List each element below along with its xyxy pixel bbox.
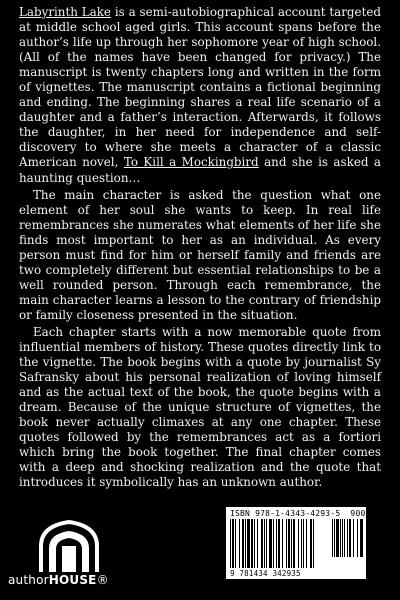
barcode-bar	[245, 519, 246, 568]
barcode-bar	[232, 519, 234, 568]
barcode-bars	[230, 519, 362, 568]
barcode-bar	[313, 519, 314, 568]
barcode-bar	[276, 519, 277, 568]
barcode-bar	[286, 519, 287, 568]
book-title: Labyrinth Lake	[19, 5, 111, 19]
barcode-bar	[303, 519, 304, 568]
addon-bar	[349, 519, 351, 557]
novel-title: To Kill a Mockingbird	[123, 155, 259, 170]
addon-bar	[334, 519, 335, 557]
barcode-bar	[251, 519, 253, 568]
addon-bar	[340, 519, 341, 557]
barcode-bar	[273, 519, 274, 568]
barcode-bar	[301, 519, 302, 568]
addon-bar	[342, 519, 343, 557]
authorhouse-logo-icon	[27, 516, 111, 576]
barcode-bar	[239, 519, 240, 568]
description-paragraph-3: Each chapter starts with a now memorable quote from influential members of history. These quotes directly link to the vignette. The book begins with a quote by journalist Sy Safransky about his personal realization of loving himself and as the actual text of the book, the quote begins with a dream. Because of the unique structure of vignettes, the book never actually climaxes at any one chapter. These quotes followed by the remembrances act as a fortiori which bring the book together. The final chapter comes with a deep and shocking realization and the quote that introduces it symbolically has an unknown author.	[19, 324, 381, 490]
barcode-bar	[291, 519, 292, 568]
barcode-bar	[298, 519, 299, 568]
paragraph-1-text-a: is a semi-autobiographical account targeted at middle school aged girls. This account spans before the author’s life up through her sophomore year of high school. (All of the names have been changed for privacy.) The manuscript is twenty chapters long and written in the form of vignettes. The manuscript contains a fictional beginning and ending. The beginning shares a real life scenario of a daughter and a father’s interaction. Afterwards, it follows the daughter, in her need for independence and self-discovery to where she meets a character of a classic American novel,	[19, 5, 382, 170]
addon-bar	[347, 519, 348, 557]
barcode-bar	[269, 519, 272, 568]
price-code: 90000	[350, 509, 376, 518]
publisher-name	[8, 573, 108, 587]
addon-bar	[360, 519, 363, 557]
isbn-text: ISBN 978-1-4343-4293-5	[230, 509, 341, 518]
barcode-bar	[254, 519, 255, 568]
barcode-bar	[293, 519, 295, 568]
isbn-barcode	[226, 507, 376, 579]
description-paragraph-1	[19, 5, 381, 186]
barcode-bar	[266, 519, 267, 568]
publisher-name-a: author	[8, 573, 49, 587]
addon-bar	[344, 519, 345, 557]
barcode-bar	[242, 519, 244, 568]
addon-bar	[353, 519, 354, 557]
barcode-bar	[282, 519, 283, 568]
addon-bar	[332, 519, 333, 557]
barcode-bar	[247, 519, 250, 568]
barcode-bar	[306, 519, 307, 568]
barcode-bar	[261, 519, 263, 568]
barcode-bar	[278, 519, 280, 568]
barcode-bar	[235, 519, 236, 568]
ean-digits: 9 781434 342935	[230, 569, 301, 578]
barcode-bar	[288, 519, 290, 568]
addon-bar	[336, 519, 339, 557]
barcode-bar	[310, 519, 312, 568]
publisher-mark: ®	[96, 573, 109, 587]
isbn-line	[230, 509, 376, 518]
barcode-bar	[230, 519, 231, 568]
description-paragraph-2: The main character is asked the question what one element of her soul she wants to keep. In real life remembrances she numerates what elements of her life she finds most important to her as an individual. As every person must find for him or herself family and friends are two completely different but essential relationships to be a well rounded person. Through each remembrance, the main character learns a lesson to the contrary of friendship or family closeness presented in the situation.	[19, 187, 381, 322]
addon-bar	[357, 519, 358, 557]
barcode-bar	[264, 519, 265, 568]
publisher-name-b: HOUSE	[48, 573, 97, 587]
book-description	[19, 5, 381, 491]
paragraph-1-text-b: and she is asked a haunting question…	[19, 155, 381, 185]
barcode-bar	[257, 519, 258, 568]
